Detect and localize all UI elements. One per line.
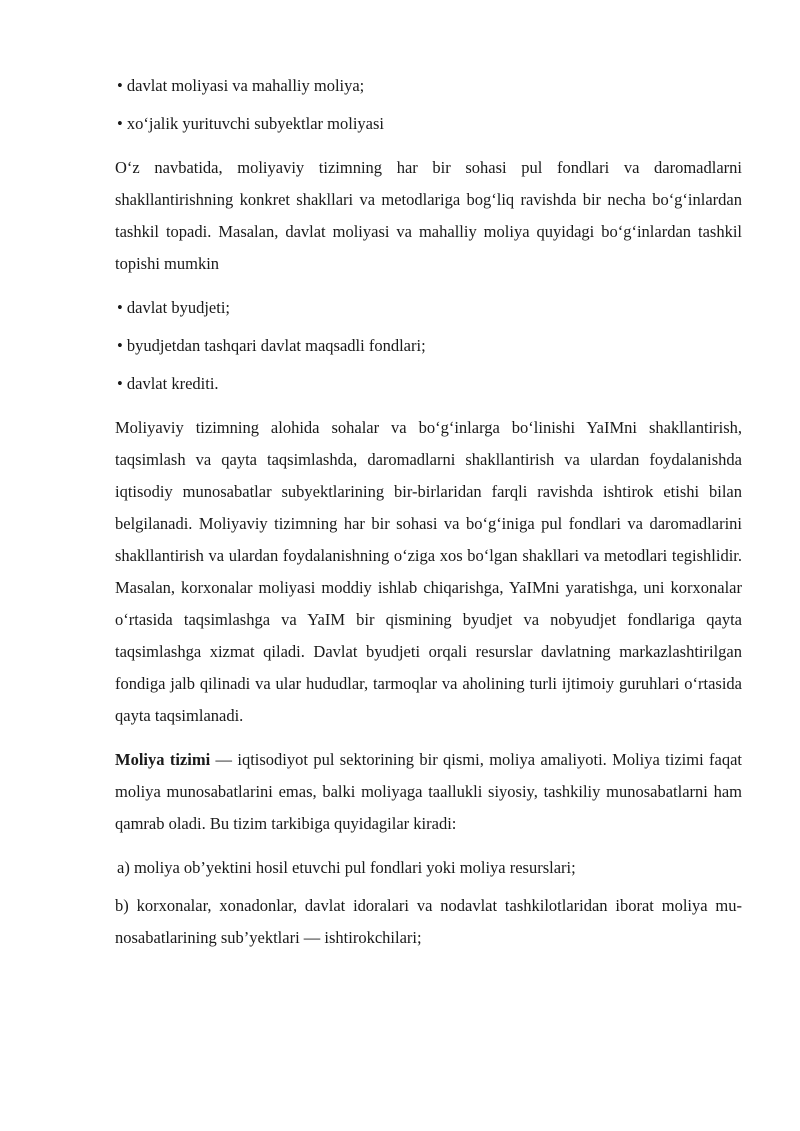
bullet-item: • xo‘jalik yurituvchi subyektlar moliyasi [117, 114, 384, 133]
paragraph-3-text: — iqtisodiyot pul sektorining bir qismi, moliya amaliyoti. Moliya tizimi faqat moliya munosabatlarini emas, balki moliyaga taallukli siyosiy, tashkiliy munosabatlarni ham qamrab oladi. Bu tizim tarkibiga quyidagilar kiradi: [115, 750, 743, 833]
list-item-b: b) korxonalar, xonadonlar, davlat idoralari va nodavlat tashkilotlaridan iborat moliya mu-nosabatlarining sub’yektlari — ishtirokchilari; [115, 896, 742, 947]
paragraph-2: Moliyaviy tizimning alohida sohalar va bo‘g‘inlarga bo‘linishi YaIMni shakllantirish, taqsimlash va qayta taqsimlashda, daromadlarni shakllantirish va ulardan foydalanishda iqtisodiy munosabatlar subyektlarining bir-birlaridan farqli ravishda ishtirok etishi bilan belgilanadi. Moliyaviy tizimning har bir sohasi va bo‘g‘iniga pul fondlari va daromadlarini shakllantirish va ulardan foydalanishning o‘ziga xos bo‘lgan shakllari va metodlari tegishlidir. Masalan, korxonalar moliyasi moddiy ishlab chiqarishga, YaIMni yaratishga, uni korxonalar o‘rtasida taqsimlashga va YaIM bir qismining byudjet va nobyudjet fondlariga qayta taqsimlashga xizmat qiladi. Davlat byudjeti orqali resurslar davlatning markazlashtirilgan fondiga jalb qilinadi va ular hududlar, tarmoqlar va aholining turli ijtimoiy guruhlari o‘rtasida qayta taqsimlanadi. [115, 418, 742, 725]
paragraph-3 [115, 744, 742, 840]
paragraph-1: O‘z navbatida, moliyaviy tizimning har bir sohasi pul fondlari va daromadlarni shakllantirishning konkret shakllari va metodlariga bog‘liq ravishda bir necha bo‘g‘inlardan tashkil topadi. Masalan, davlat moliyasi va mahalliy moliya quyidagi bo‘g‘inlardan tashkil topishi mumkin [115, 158, 742, 273]
bullet-item: • davlat krediti. [117, 374, 219, 393]
term-moliya-tizimi: Moliya tizimi [115, 750, 211, 769]
bullet-item: • davlat moliyasi va mahalliy moliya; [117, 76, 365, 95]
list-item-a: a) moliya ob’yektini hosil etuvchi pul fondlari yoki moliya resurslari; [117, 858, 576, 877]
bullet-item: • byudjetdan tashqari davlat maqsadli fondlari; [117, 336, 426, 355]
document-page [115, 70, 742, 954]
bullet-item: • davlat byudjeti; [117, 298, 231, 317]
